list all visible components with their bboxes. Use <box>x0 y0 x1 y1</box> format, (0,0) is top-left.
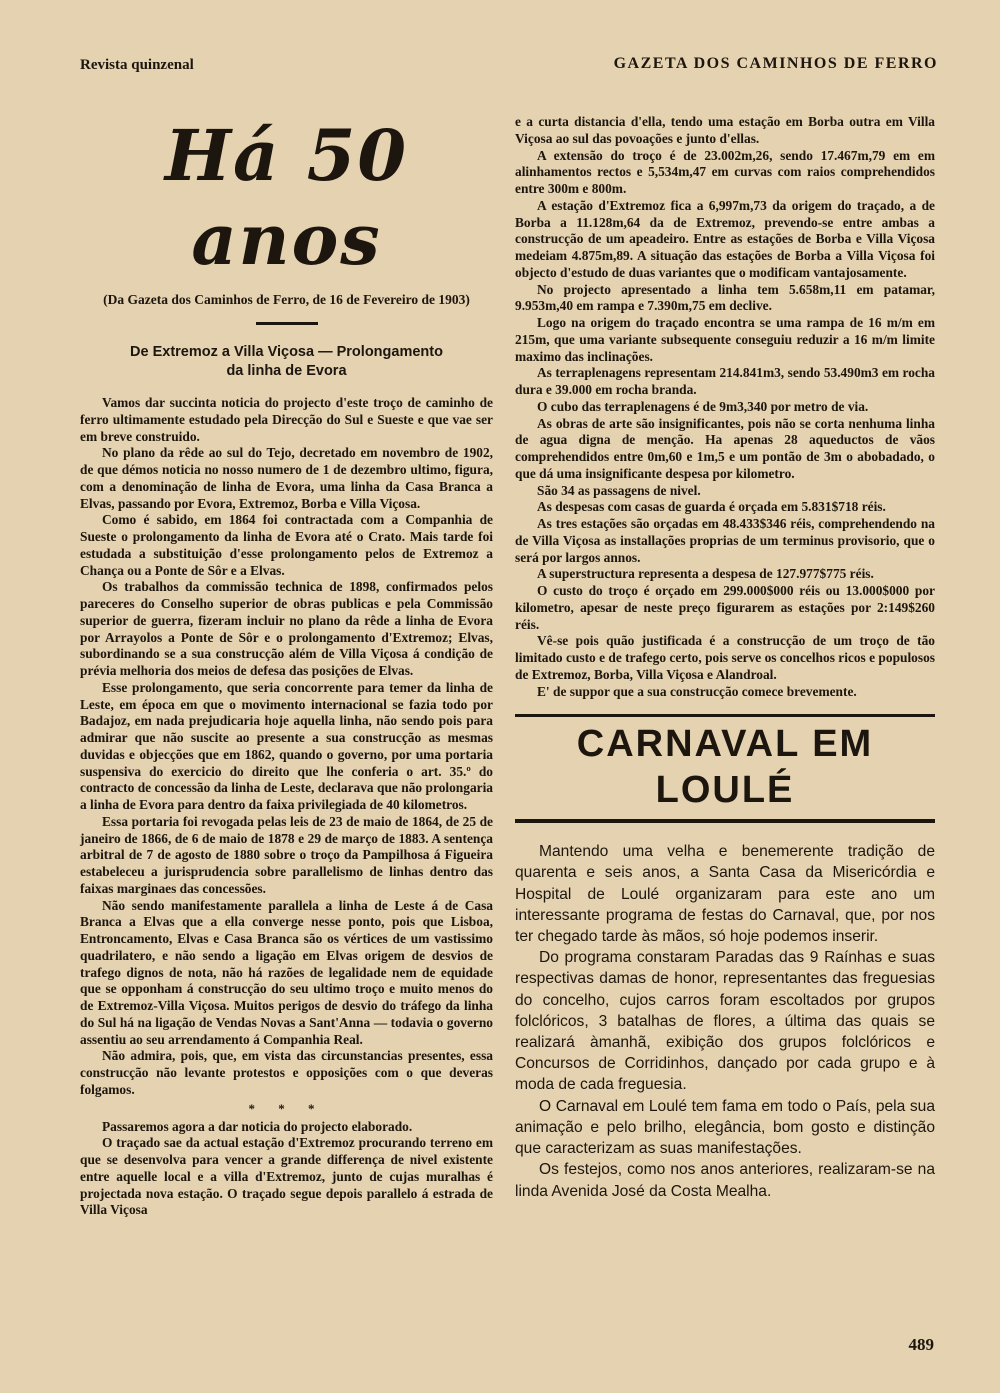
paragraph: A estação d'Extremoz fica a 6,997m,73 da origem do traçado, a de Borba a 11.128m,64 da de Extremoz, prevendo-se entre ambas a construcção de um apeadeiro. Entre as estações de Borba e Villa Viçosa medeiam 4.875m,89. A situação das estações de Borba a Villa Viçosa foi objecto d'estudo de duas variantes que o modificam vantajosamente. <box>515 197 935 280</box>
paragraph: Do programa constaram Paradas das 9 Raínhas e suas respectivas damas de honor, representantes das freguesias do concelho, cujos carros foram escoltados por grupos folclóricos, 3 batalhas de flores, a última das quais se realizará àmanhã, exibição dos grupos folclóricos e Concursos de Corridinhos, dançado por cada grupo e à moda de cada freguesia. <box>515 949 935 1094</box>
paragraph: Essa portaria foi revogada pelas leis de 23 de maio de 1864, de 25 de janeiro de 1866, de 6 de maio de 1878 e 29 de março de 1883. A sentença arbitral de 7 de agosto de 1880 sobre o troço da Pampilhosa á Figueira estabeleceu a jurisprudencia sobre parallelismo de linhas dentro das faixas marginaes das concessões. <box>80 813 493 896</box>
paragraph: e a curta distancia d'ella, tendo uma estação em Borba outra em Villa Viçosa ao sul das povoações e junto d'ellas. <box>515 114 935 146</box>
paragraph: As obras de arte são insignificantes, pois não se corta nenhuma linha de agua digna de menção. Ha apenas 28 aqueductos de vãos comprehendidos entre 0m,60 e 1m,5 e um pontão de 3m o abobadado, o que dá uma insignificante despesa por kilometro. <box>515 415 935 481</box>
article-source: (Da Gazeta dos Caminhos de Ferro, de 16 de Fevereiro de 1903) <box>103 292 470 307</box>
page-number: 489 <box>908 1335 934 1354</box>
paragraph: As despesas com casas de guarda é orçada em 5.831$718 réis. <box>537 499 886 515</box>
divider <box>256 322 318 325</box>
paragraph: O cubo das terraplenagens é de 9m3,340 por metro de via. <box>537 398 869 414</box>
paragraph: A superstructura representa a despesa de 127.977$775 réis. <box>537 566 874 582</box>
article-title: Há 50 anos <box>164 114 409 281</box>
carnaval-title: CARNAVAL EM LOULÉ <box>576 723 874 812</box>
article-continuation <box>515 114 935 700</box>
header-right: GAZETA DOS CAMINHOS DE FERRO <box>613 55 938 72</box>
heading-line-2: da linha de Evora <box>226 363 347 379</box>
left-column <box>80 110 493 1219</box>
paragraph: O custo do troço é orçado em 299.000$000 réis ou 13.000$000 por kilometro, apesar de neste preço figurarem as estações por 2:149$260 réis. <box>515 583 935 632</box>
paragraph: Mantendo uma velha e benemerente tradição de quarenta e seis anos, a Santa Casa da Misericórdia e Hospital de Loulé organizaram para este ano um interessante programa de festas do Carnaval, que, por nos ter chegado tarde às mãos, só hoje podemos inserir. <box>515 843 935 946</box>
paragraph: São 34 as passagens de nivel. <box>537 482 701 498</box>
paragraph: O Carnaval em Loulé tem fama em todo o País, pela sua animação e pelo brilho, elegância, bom gosto e distinção que caracterizam as suas manifestações. <box>515 1097 935 1158</box>
carnaval-top-rule <box>515 714 935 717</box>
paragraph: Esse prolongamento, que seria concorrente para temer da linha de Leste, em época em que o movimento internacional se fazia todo por Badajoz, em nada prejudicaria hoje aquella linha, não sendo pois para admirar que não suscite ao presente a sua construcção as mesmas duvidas e objecções que em 1862, quando o governo, por uma portaria suspensiva do exercicio do direito que lhe conferia o art. 35.º do contracto de concessão da linha de Leste, declarava que não prolongaria a linha de Evora para dentro da faixa privilegiada de 40 kilometros. <box>80 679 493 812</box>
paragraph: Não sendo manifestamente parallela a linha de Leste á de Casa Branca a Elvas que a ella converge nesse ponto, pois que Lisboa, Entroncamento, Elvas e Casa Branca são os vértices de um vastissimo quadrilatero, e não sendo a ligação em Elvas origem de desvios de trafego dignos de nota, não há razões de legalidade nem de equidade que se opponham á construcção do seu ultimo troço e muito menos do de Extremoz-Villa Viçosa. Muitos perigos de desvio do tráfego da linha do Sul há na ligação de Vendas Novas a Sant'Anna — todavia o governo assentiu ao seu arrendamento á Companhia Real. <box>80 897 493 1047</box>
header-left: Revista quinzenal <box>80 57 194 73</box>
heading-line-1: De Extremoz a Villa Viçosa — Prolongamento <box>130 344 443 360</box>
paragraph: No plano da rêde ao sul do Tejo, decretado em novembro de 1902, de que démos noticia no nosso numero de 1 de dezembro ultimo, figura, com a denominação de linha de Evora, uma linha da Casa Branca a Elvas, passando por Evora, Extremoz, Borba e Villa Viçosa. <box>80 445 493 511</box>
paragraph: Não admira, pois, que, em vista das circunstancias presentes, essa construcção não levante protestos e opposições com o que deveras folgamos. <box>80 1048 493 1097</box>
paragraph: E' de suppor que a sua construcção comece brevemente. <box>537 683 857 699</box>
paragraph: As tres estações são orçadas em 48.433$346 réis, comprehendendo na de Villa Viçosa as installações proprias de um terminus provisorio, que o será por largos annos. <box>515 516 935 565</box>
paragraph: No projecto apresentado a linha tem 5.658m,11 em patamar, 9.953m,40 em rampa e 7.390m,75 em declive. <box>515 281 935 314</box>
article-body <box>80 395 493 1219</box>
paragraph: Logo na origem do traçado encontra se uma rampa de 16 m/m em 215m, que uma variante subsequente conseguiu reduzir a 16 m/m limite maximo das inclinações. <box>515 315 935 364</box>
paragraph: Como é sabido, em 1864 foi contractada com a Companhia de Sueste o prolongamento da linha de Evora até o Crato. Mais tarde foi estudada a substituição d'esse prolongamento pelos de Extremoz a Chança ou a Ponte de Sôr e a Elvas. <box>80 512 493 578</box>
paragraph: Os festejos, como nos anos anteriores, realizaram-se na linda Avenida José da Costa Mealha. <box>515 1161 935 1200</box>
paragraph: As terraplenagens representam 214.841m3, sendo 53.490m3 em rocha dura e 39.000 em rocha branda. <box>515 365 935 397</box>
paragraph: Vamos dar succinta noticia do projecto d'este troço de caminho de ferro ultimamente estudado pela Direcção do Sul e Sueste e que vae ser em breve construido. <box>80 395 493 444</box>
paragraph: Passaremos agora a dar noticia do projecto elaborado. <box>102 1118 413 1134</box>
paragraph: O traçado sae da actual estação d'Extremoz procurando terreno em que se desenvolva para vencer a grande differença de nivel existente entre aquelle local e a villa d'Extremoz, junto de cujas muralhas é projectada nova estação. O traçado segue depois parallelo á estrada de Villa Viçosa <box>80 1135 493 1218</box>
carnaval-body <box>515 841 935 1201</box>
carnaval-bottom-rule <box>515 819 935 823</box>
paragraph: Vê-se pois quão justificada é a construcção de um troço de tão limitado custo e de trafego certo, pois serve os concelhos ricos e populosos de Extremoz, Borba, Villa Viçosa e Alandroal. <box>515 633 935 682</box>
section-separator: * * * <box>248 1100 325 1116</box>
right-column <box>515 114 935 1202</box>
article-heading <box>80 343 493 381</box>
paragraph: Os trabalhos da commissão technica de 1898, confirmados pelos pareceres do Conselho superior de obras publicas e pela Commissão superior de guerra, fizeram incluir no plano da rêde a linha de Evora por Arrayolos a Ponte de Sôr e o prolongamento d'Extremoz; Elvas, subordinando se a sua construcção além de Villa Viçosa á condição de prévia melhoria dos meios de defesa das posições de Elvas. <box>80 579 493 678</box>
paragraph: A extensão do troço é de 23.002m,26, sendo 17.467m,79 em em alinhamentos rectos e 5,534m,47 em curvas com raios comprehendidos entre 300m e 800m. <box>515 147 935 196</box>
